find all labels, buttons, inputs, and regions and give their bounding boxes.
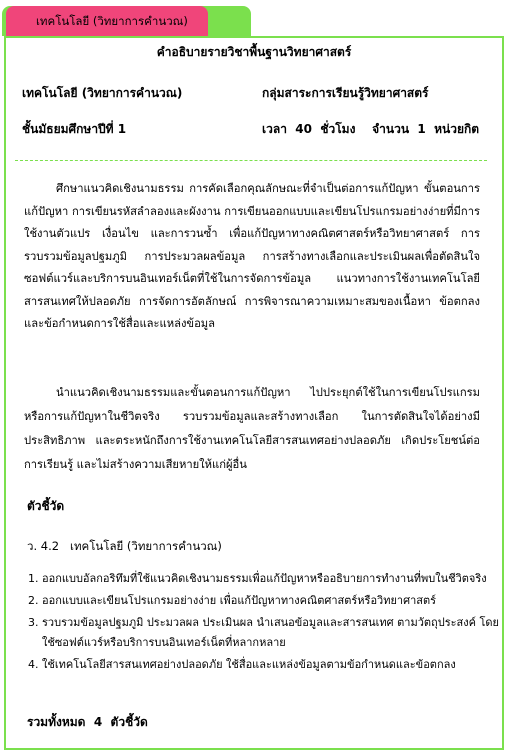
subject-label: เทคโนโลยี (วิทยาการคำนวณ) <box>22 86 183 100</box>
indicator-total: รวมทั้งหมด 4 ตัวชี้วัด <box>27 715 148 729</box>
list-item: 4. ใช้เทคโนโลยีสารสนเทศอย่างปลอดภัย ใช้สื่อและแหล่งข้อมูลตามข้อกำหนดและข้อตกลง <box>42 655 502 675</box>
indicator-code: ว. 4.2 เทคโนโลยี (วิทยาการคำนวณ) <box>27 539 222 553</box>
grade-label: ชั้นมัธยมศึกษาปีที่ 1 <box>22 122 127 136</box>
page-title: คำอธิบายรายวิชาพื้นฐานวิทยาศาสตร์ <box>156 45 352 59</box>
list-item: 1. ออกแบบอัลกอริทึมที่ใช้แนวคิดเชิงนามธรรมเพื่อแก้ปัญหาหรืออธิบายการทำงานที่พบในชีวิตจริง <box>42 569 502 589</box>
description-paragraph-2: นำแนวคิดเชิงนามธรรมและขั้นตอนการแก้ปัญหา ไปประยุกต์ใช้ในการเขียนโปรแกรม หรือการแก้ปัญหาในชีวิตจริง รวบรวมข้อมูลและสร้างทางเลือก ในการตัดสินใจได้อย่างมีประสิทธิภาพ และตระหนักถึงการใช้งานเทคโนโลยีสารสนเทศอย่างปลอดภัย เกิดประโยชน์ต่อการเรียนรู้ และไม่สร้างความเสียหายให้แก่ผู้อื่น <box>24 386 480 471</box>
indicator-list <box>24 569 502 677</box>
list-item: 3. รวบรวมข้อมูลปฐมภูมิ ประมวลผล ประเมินผล นำเสนอข้อมูลและสารสนเทศ ตามวัตถุประสงค์ โดยใช้ซอฟต์แวร์หรือบริการบนอินเทอร์เน็ตที่หลากหลาย <box>42 613 502 653</box>
time-credit-label: เวลา 40 ชั่วโมง จำนวน 1 หน่วยกิต <box>262 122 480 136</box>
subject-tab[interactable]: เทคโนโลยี (วิทยาการคำนวณ) <box>6 6 208 36</box>
indicators-title: ตัวชี้วัด <box>27 499 65 513</box>
list-item: 2. ออกแบบและเขียนโปรแกรมอย่างง่าย เพื่อแก้ปัญหาทางคณิตศาสตร์หรือวิทยาศาสตร์ <box>42 591 502 611</box>
description-paragraph-1: ศึกษาแนวคิดเชิงนามธรรม การคัดเลือกคุณลักษณะที่จำเป็นต่อการแก้ปัญหา ขั้นตอนการแก้ปัญหา การเขียนรหัสลำลองและผังงาน การเขียนออกแบบและเขียนโปรแกรมอย่างง่ายที่มีการใช้งานตัวแปร เงื่อนไข และการวนซ้ำ เพื่อแก้ปัญหาทางคณิตศาสตร์หรือวิทยาศาสตร์ การรวบรวมข้อมูลปฐมภูมิ การประมวลผลข้อมูล การสร้างทางเลือกและประเมินผลเพื่อตัดสินใจ ซอฟต์แวร์และบริการบนอินเทอร์เน็ตที่ใช้ในการจัดการข้อมูล แนวทางการใช้งานเทคโนโลยีสารสนเทศให้ปลอดภัย การจัดการอัตลักษณ์ การพิจารณาความเหมาะสมของเนื้อหา ข้อตกลงและข้อกำหนดการใช้สื่อและแหล่งข้อมูล <box>24 182 480 330</box>
learning-group-label: กลุ่มสาระการเรียนรู้วิทยาศาสตร์ <box>262 86 429 100</box>
divider <box>15 160 487 161</box>
